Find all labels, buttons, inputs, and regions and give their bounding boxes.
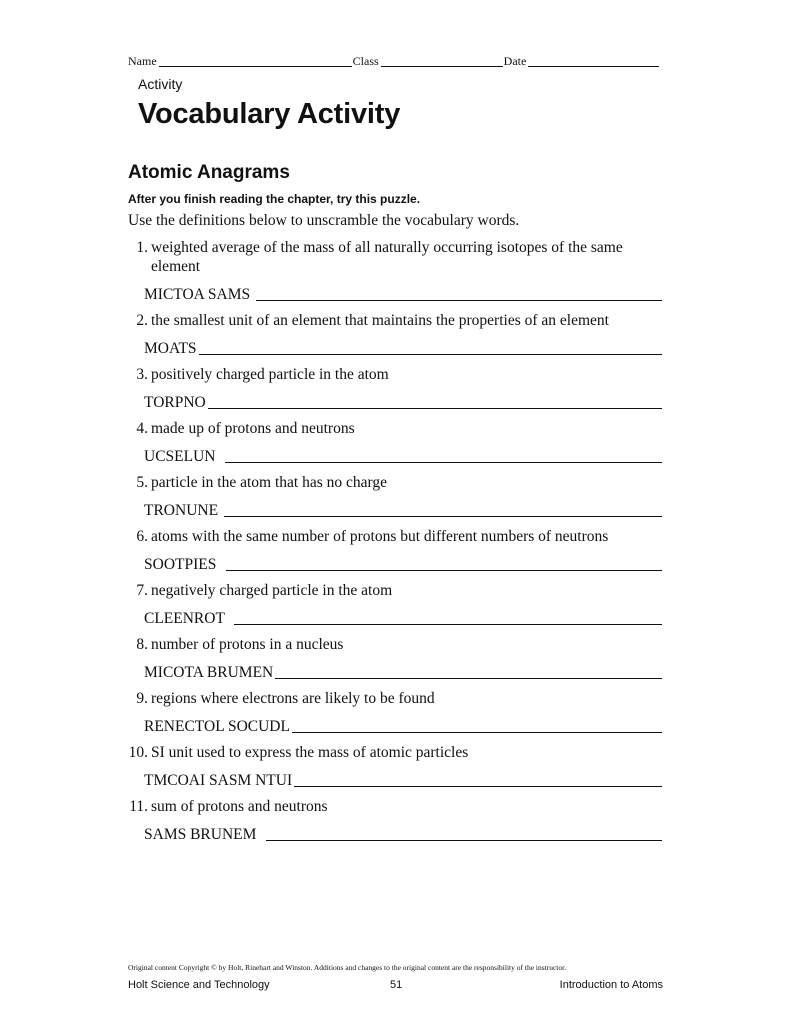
scrambled-word: MICTOA SAMS (144, 286, 254, 303)
answer-blank[interactable] (292, 718, 662, 733)
scrambled-word: TORPNO (144, 394, 206, 411)
list-item (0, 417, 791, 466)
puzzle-instruction: After you finish reading the chapter, try this puzzle. (128, 192, 421, 206)
class-blank[interactable] (381, 55, 503, 67)
list-item (0, 471, 791, 520)
item-definition: negatively charged particle in the atom (151, 582, 393, 599)
item-definition: SI unit used to express the mass of atomic particles (151, 744, 469, 761)
answer-blank[interactable] (294, 772, 662, 787)
anagram-list (0, 236, 791, 849)
item-number: 1. (136, 239, 148, 256)
student-info-line (128, 54, 660, 69)
item-definition: particle in the atom that has no charge (151, 474, 388, 491)
item-definition: atoms with the same number of protons but different numbers of neutrons (151, 528, 609, 545)
list-item (0, 236, 791, 304)
item-definition: made up of protons and neutrons (151, 420, 355, 437)
footer-publisher: Holt Science and Technology (128, 979, 270, 991)
answer-blank[interactable] (199, 340, 662, 355)
answer-blank[interactable] (256, 286, 662, 301)
scrambled-word: UCSELUN (144, 448, 224, 465)
item-definition: positively charged particle in the atom (151, 366, 389, 383)
item-definition: weighted average of the mass of all naturally occurring isotopes of the same element (151, 239, 623, 275)
class-label: Class (352, 54, 379, 68)
footer-chapter: Introduction to Atoms (559, 979, 663, 991)
list-item (0, 363, 791, 412)
item-number: 2. (136, 312, 148, 329)
item-definition: regions where electrons are likely to be found (151, 690, 435, 707)
scrambled-word: RENECTOL SOCUDL (144, 718, 290, 735)
list-item (0, 525, 791, 574)
list-item (0, 579, 791, 628)
list-item (0, 633, 791, 682)
date-label: Date (503, 54, 527, 68)
item-definition: the smallest unit of an element that maintains the properties of an element (151, 312, 609, 329)
date-blank[interactable] (528, 55, 659, 67)
list-item (0, 741, 791, 790)
answer-blank[interactable] (208, 394, 662, 409)
copyright-notice: Original content Copyright © by Holt, Rinehart and Winston. Additions and changes to the original content are the responsibility of the instructor. (128, 963, 567, 972)
item-number: 6. (136, 528, 148, 545)
item-definition: number of protons in a nucleus (151, 636, 344, 653)
page-number: 51 (390, 979, 403, 991)
scrambled-word: SAMS BRUNEM (144, 826, 265, 843)
item-number: 11. (129, 798, 148, 815)
name-blank[interactable] (159, 55, 352, 67)
unscramble-instruction: Use the definitions below to unscramble the vocabulary words. (128, 212, 520, 229)
answer-blank[interactable] (234, 610, 662, 625)
answer-blank[interactable] (275, 664, 662, 679)
item-number: 10. (128, 744, 148, 761)
answer-blank[interactable] (224, 502, 662, 517)
scrambled-word: SOOTPIES (144, 556, 225, 573)
item-number: 4. (136, 420, 148, 437)
item-number: 5. (136, 474, 148, 491)
item-number: 7. (136, 582, 148, 599)
scrambled-word: MOATS (144, 340, 197, 357)
answer-blank[interactable] (225, 448, 662, 463)
item-number: 8. (136, 636, 148, 653)
section-title: Atomic Anagrams (128, 162, 290, 183)
scrambled-word: CLEENROT (144, 610, 233, 627)
page-footer (128, 979, 663, 995)
list-item (0, 795, 791, 844)
name-label: Name (128, 54, 157, 68)
activity-kicker: Activity (138, 76, 183, 92)
answer-blank[interactable] (266, 826, 662, 841)
scrambled-word: MICOTA BRUMEN (144, 664, 274, 681)
answer-blank[interactable] (226, 556, 662, 571)
page-title: Vocabulary Activity (138, 98, 401, 130)
list-item (0, 309, 791, 358)
item-number: 9. (136, 690, 148, 707)
scrambled-word: TMCOAI SASM NTUI (144, 772, 293, 789)
item-definition: sum of protons and neutrons (151, 798, 328, 815)
scrambled-word: TRONUNE (144, 502, 222, 519)
item-number: 3. (136, 366, 148, 383)
list-item (0, 687, 791, 736)
